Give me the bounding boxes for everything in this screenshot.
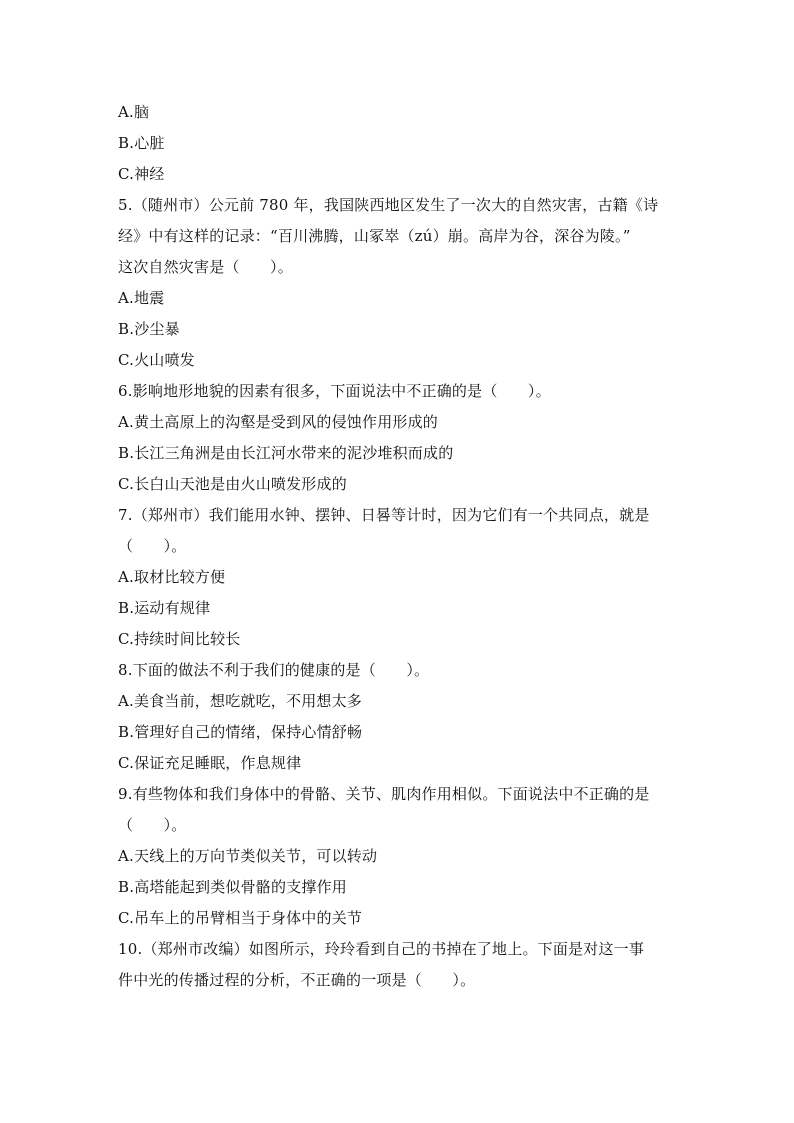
- option-c-q8: C.保证充足睡眠，作息规律: [118, 754, 302, 772]
- question-8: 8.下面的做法不利于我们的健康的是（ ）。: [118, 661, 430, 679]
- option-b-q8: B.管理好自己的情绪，保持心情舒畅: [118, 723, 363, 741]
- option-b-q7: B.运动有规律: [118, 599, 211, 617]
- option-a-q9: A.天线上的万向节类似关节，可以转动: [118, 847, 378, 865]
- question-5-line-1: 5.（随州市）公元前 780 年，我国陕西地区发生了一次大的自然灾害，古籍《诗: [118, 196, 659, 214]
- option-a-q8: A.美食当前，想吃就吃，不用想太多: [118, 692, 363, 710]
- option-a-q4: A.脑: [118, 103, 150, 121]
- option-b-q6: B.长江三角洲是由长江河水带来的泥沙堆积而成的: [118, 444, 454, 462]
- option-c-q9: C.吊车上的吊臂相当于身体中的关节: [118, 909, 363, 927]
- question-9-line-2: （ ）。: [118, 816, 187, 834]
- option-c-q7: C.持续时间比较长: [118, 630, 241, 648]
- option-a-q5: A.地震: [118, 289, 165, 307]
- option-a-q6: A.黄土高原上的沟壑是受到风的侵蚀作用形成的: [118, 413, 439, 431]
- question-5-line-2: 经》中有这样的记录：“百川沸腾，山冢崒（zú）崩。高岸为谷，深谷为陵。”: [118, 227, 631, 245]
- option-c-q4: C.神经: [118, 165, 165, 183]
- question-7-line-2: （ ）。: [118, 537, 187, 555]
- question-6: 6.影响地形地貌的因素有很多，下面说法中不正确的是（ ）。: [118, 382, 551, 400]
- option-b-q9: B.高塔能起到类似骨骼的支撑作用: [118, 878, 347, 896]
- question-5-line-3: 这次自然灾害是（ ）。: [118, 258, 293, 276]
- question-9-line-1: 9.有些物体和我们身体中的骨骼、关节、肌肉作用相似。下面说法中不正确的是: [118, 785, 650, 803]
- option-a-q7: A.取材比较方便: [118, 568, 226, 586]
- option-b-q5: B.沙尘暴: [118, 320, 180, 338]
- question-10-line-1: 10.（郑州市改编）如图所示，玲玲看到自己的书掉在了地上。下面是对这一事: [118, 940, 645, 958]
- option-b-q4: B.心脏: [118, 134, 165, 152]
- option-c-q5: C.火山喷发: [118, 351, 195, 369]
- question-10-line-2: 件中光的传播过程的分析，不正确的一项是（ ）。: [118, 971, 476, 989]
- question-7-line-1: 7.（郑州市）我们能用水钟、摆钟、日晷等计时，因为它们有一个共同点，就是: [118, 506, 650, 524]
- option-c-q6: C.长白山天池是由火山喷发形成的: [118, 475, 347, 493]
